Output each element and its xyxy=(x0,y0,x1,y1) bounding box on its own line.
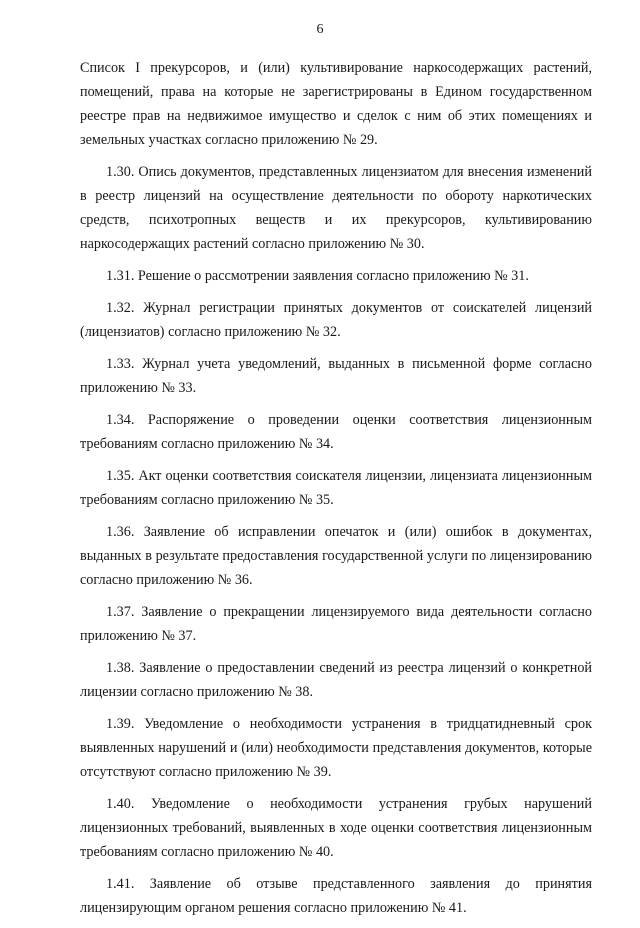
document-body xyxy=(80,56,592,928)
paragraph-1-39: 1.39. Уведомление о необходимости устранения в тридцатидневный срок выявленных нарушений и (или) необходимости представления документов, которые отсутствуют согласно приложению № 39. xyxy=(80,716,592,780)
page-number: 6 xyxy=(316,22,324,37)
paragraph-1-37: 1.37. Заявление о прекращении лицензируемого вида деятельности согласно приложению № 37. xyxy=(80,604,592,644)
paragraph-1-41: 1.41. Заявление об отзыве представленного заявления до принятия лицензирующим органом решения согласно приложению № 41. xyxy=(80,876,592,916)
paragraph-1-33: 1.33. Журнал учета уведомлений, выданных в письменной форме согласно приложению № 33. xyxy=(80,356,592,396)
paragraph-1-36: 1.36. Заявление об исправлении опечаток и (или) ошибок в документах, выданных в результате предоставления государственной услуги по лицензированию согласно приложению № 36. xyxy=(80,524,592,588)
paragraph-continuation-1-29: Список I прекурсоров, и (или) культивирование наркосодержащих растений, помещений, права на которые не зарегистрированы в Едином государственном реестре прав на недвижимое имущество и сделок с ним об этих помещениях и земельных участках согласно приложению № 29. xyxy=(80,60,592,148)
paragraph-1-32: 1.32. Журнал регистрации принятых документов от соискателей лицензий (лицензиатов) согласно приложению № 32. xyxy=(80,300,592,340)
paragraph-1-40: 1.40. Уведомление о необходимости устранения грубых нарушений лицензионных требований, выявленных в ходе оценки соответствия лицензионным требованиям согласно приложению № 40. xyxy=(80,796,592,860)
paragraph-1-34: 1.34. Распоряжение о проведении оценки соответствия лицензионным требованиям согласно приложению № 34. xyxy=(80,412,592,452)
paragraph-1-35: 1.35. Акт оценки соответствия соискателя лицензии, лицензиата лицензионным требованиям согласно приложению № 35. xyxy=(80,468,592,508)
paragraph-1-38: 1.38. Заявление о предоставлении сведений из реестра лицензий о конкретной лицензии согласно приложению № 38. xyxy=(80,660,592,700)
paragraph-1-30: 1.30. Опись документов, представленных лицензиатом для внесения изменений в реестр лицензий на осуществление деятельности по обороту наркотических средств, психотропных веществ и их прекурсоров, культивированию наркосодержащих растений согласно приложению № 30. xyxy=(80,164,592,252)
paragraph-1-31: 1.31. Решение о рассмотрении заявления согласно приложению № 31. xyxy=(106,268,529,284)
